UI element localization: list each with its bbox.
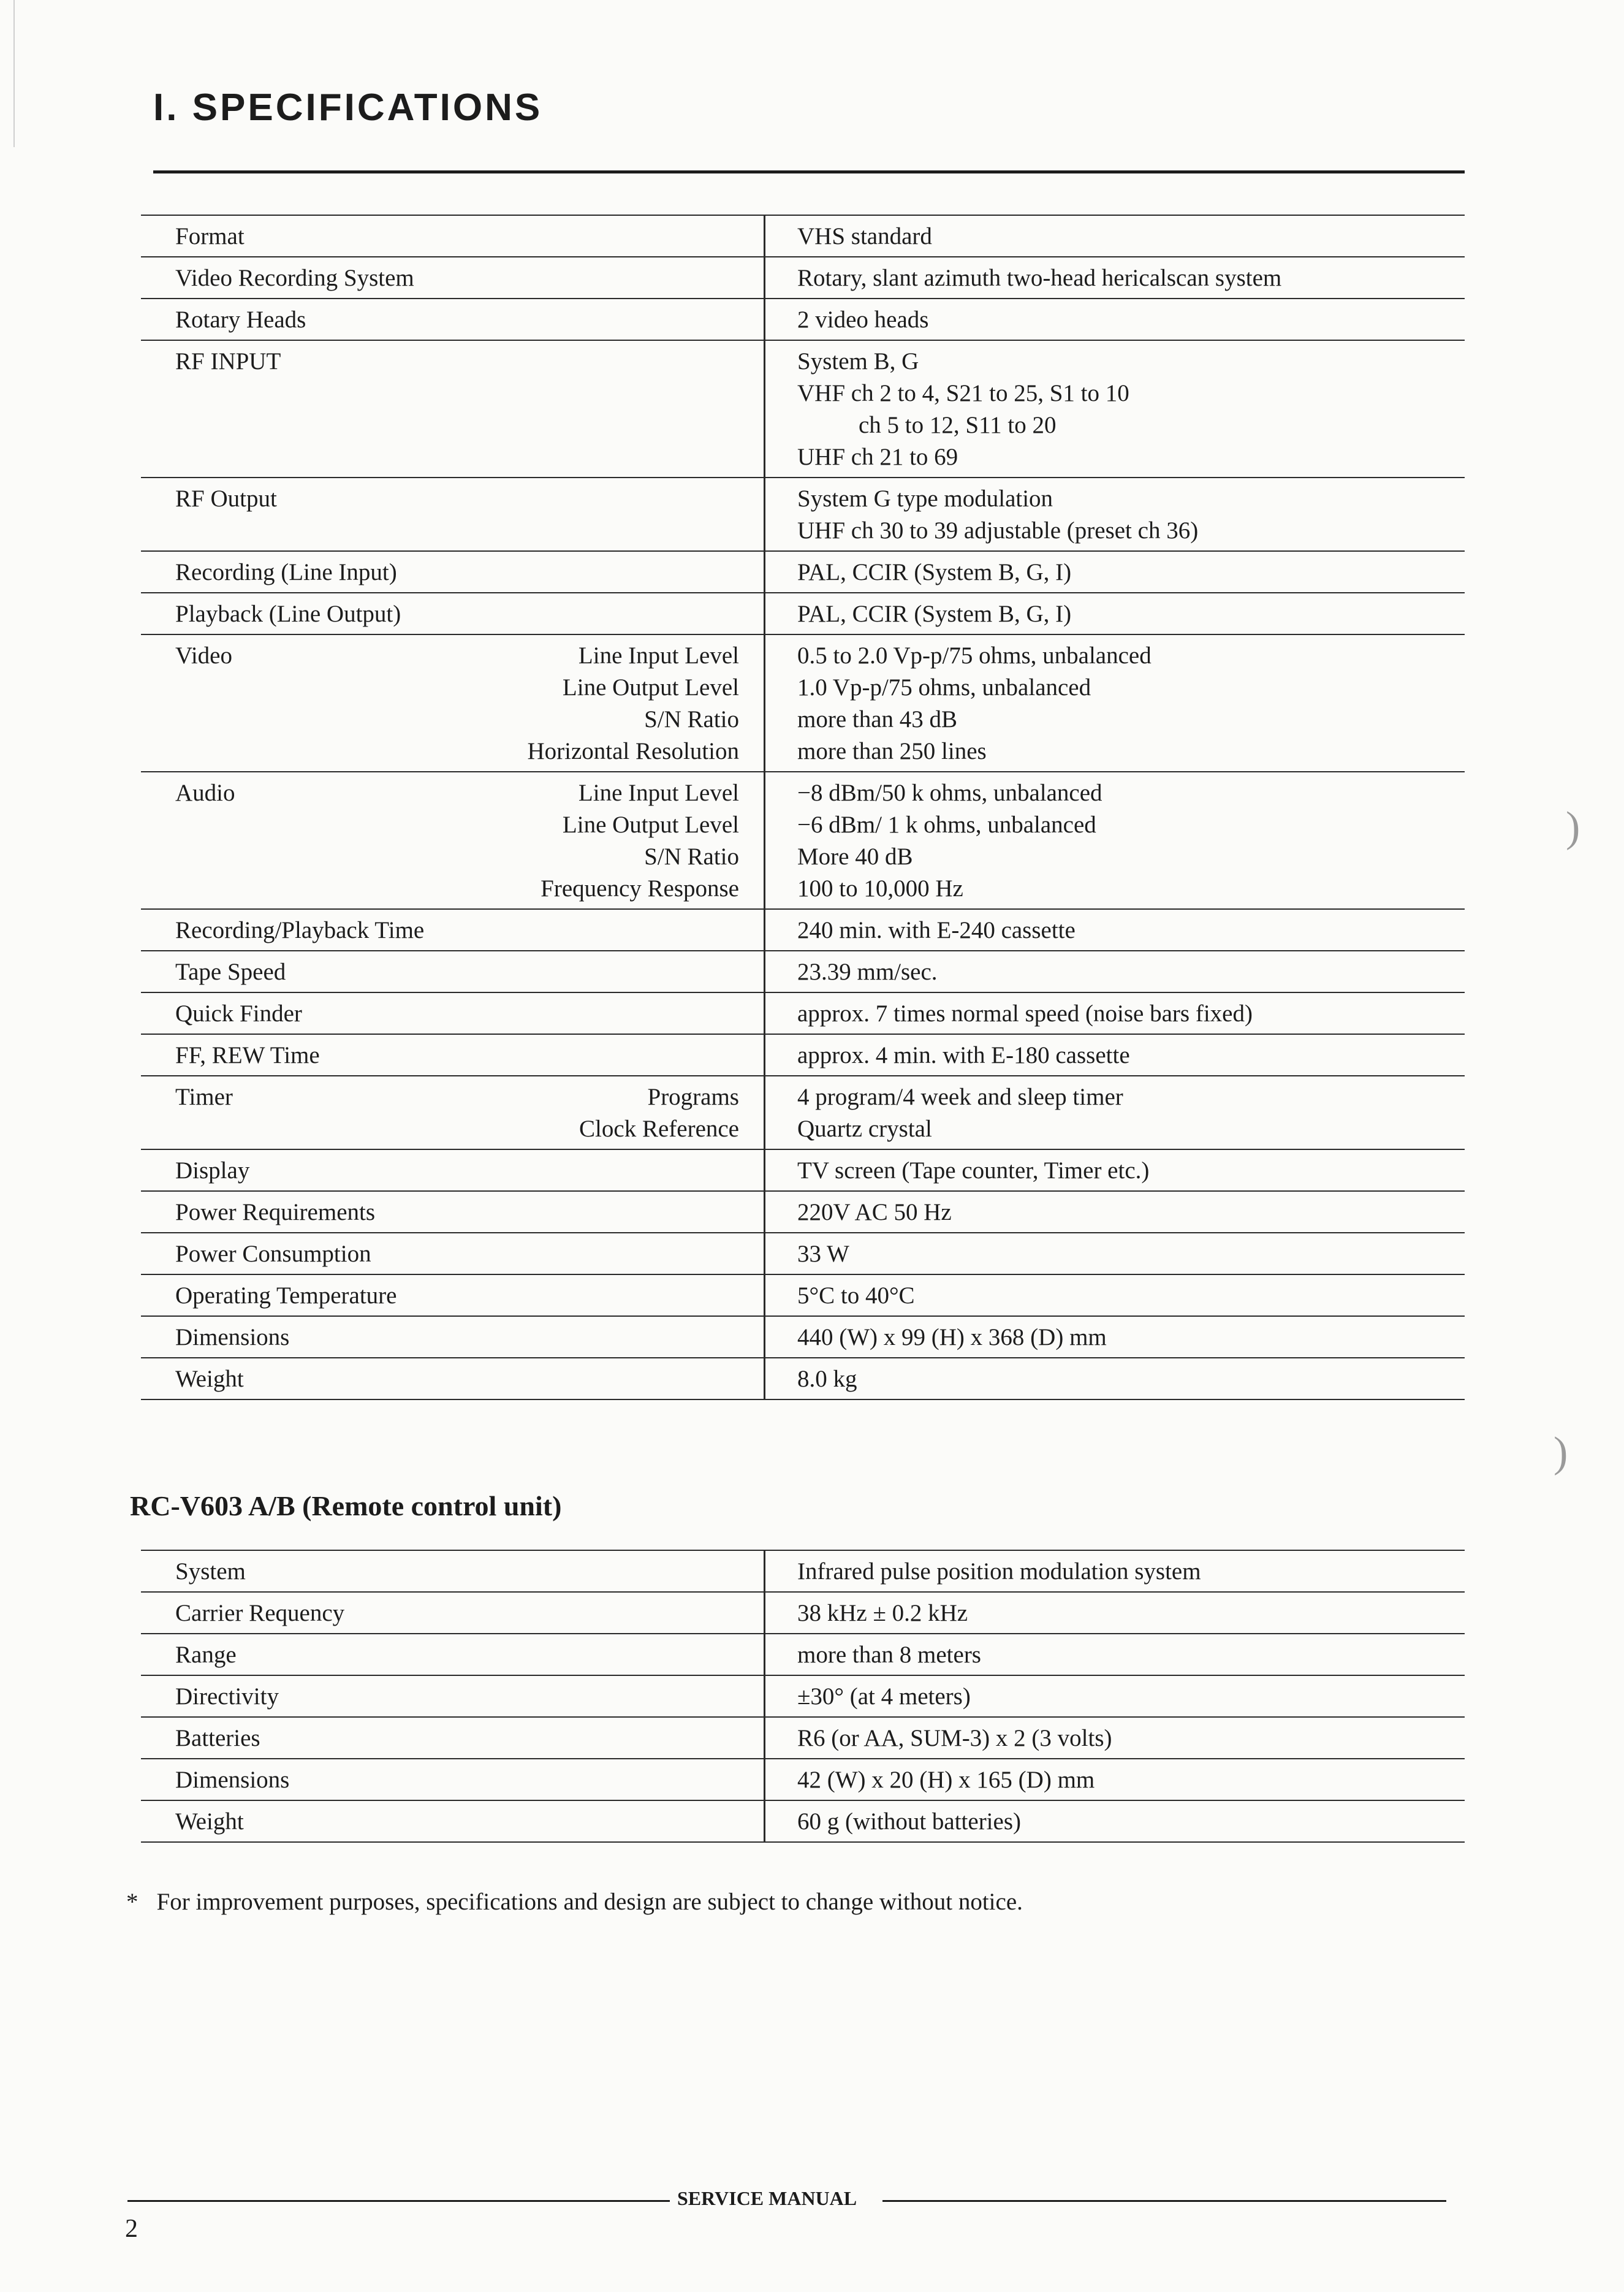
spec-value: 220V AC 50 Hz xyxy=(797,1199,952,1225)
punch-hole-mark: ) xyxy=(1554,1429,1568,1476)
spec-value: VHF ch 2 to 4, S21 to 25, S1 to 10 xyxy=(797,380,1129,406)
spec-label-cell xyxy=(141,340,765,478)
spec-label-cell xyxy=(141,634,765,772)
spec-value: 23.39 mm/sec. xyxy=(797,959,938,985)
spec-label: Dimensions xyxy=(175,1324,290,1350)
spec-value: approx. 7 times normal speed (noise bars fixed) xyxy=(797,1000,1253,1027)
spec-value: 42 (W) x 20 (H) x 165 (D) mm xyxy=(797,1767,1095,1793)
spec-label-cell xyxy=(141,478,765,551)
footer-rule-left xyxy=(127,2200,670,2202)
spec-label-cell xyxy=(141,215,765,257)
spec-row xyxy=(141,1592,1465,1634)
spec-label: Format xyxy=(175,223,245,249)
spec-label: Carrier Requency xyxy=(175,1600,345,1626)
spec-value-cell xyxy=(765,951,1465,992)
spec-row xyxy=(141,1316,1465,1358)
spec-sublabel: Programs xyxy=(647,1084,739,1110)
footnote-text: For improvement purposes, specifications and design are subject to change without notice. xyxy=(156,1889,1023,1915)
spec-value: System B, G xyxy=(797,348,919,375)
spec-label: Dimensions xyxy=(175,1767,290,1793)
spec-label-cell xyxy=(141,1274,765,1316)
spec-label: FF, REW Time xyxy=(175,1042,320,1068)
spec-label: Audio xyxy=(175,780,235,806)
spec-label-cell xyxy=(141,1316,765,1358)
spec-value-cell xyxy=(765,1550,1465,1592)
footnote-star: * xyxy=(126,1889,138,1915)
spec-sublabel: Line Input Level xyxy=(578,642,739,669)
spec-value-cell xyxy=(765,1149,1465,1191)
spec-value: ch 5 to 12, S11 to 20 xyxy=(859,412,1057,438)
spec-value-cell xyxy=(765,551,1465,593)
spec-sublabel: Line Output Level xyxy=(562,812,739,838)
spec-row xyxy=(141,634,1465,772)
spec-value-cell xyxy=(765,215,1465,257)
spec-row xyxy=(141,1191,1465,1233)
spec-label-cell xyxy=(141,593,765,634)
spec-label: Weight xyxy=(175,1366,244,1392)
spec-value-cell xyxy=(765,1076,1465,1149)
spec-value: R6 (or AA, SUM-3) x 2 (3 volts) xyxy=(797,1725,1112,1751)
spec-row xyxy=(141,1274,1465,1316)
spec-value: Infrared pulse position modulation system xyxy=(797,1558,1201,1585)
spec-value: ±30° (at 4 meters) xyxy=(797,1683,971,1710)
spec-value-cell xyxy=(765,1358,1465,1399)
spec-value: 5°C to 40°C xyxy=(797,1282,915,1309)
spec-value: 0.5 to 2.0 Vp-p/75 ohms, unbalanced xyxy=(797,642,1152,669)
spec-value: System G type modulation xyxy=(797,485,1053,512)
spec-row xyxy=(141,299,1465,340)
spec-value: Quartz crystal xyxy=(797,1116,932,1142)
spec-label: Timer xyxy=(175,1084,233,1110)
spec-row xyxy=(141,992,1465,1034)
page-title: I. SPECIFICATIONS xyxy=(153,86,543,129)
spec-row xyxy=(141,1634,1465,1675)
spec-row xyxy=(141,340,1465,478)
spec-value: approx. 4 min. with E-180 cassette xyxy=(797,1042,1130,1068)
remote-section-title: RC-V603 A/B (Remote control unit) xyxy=(130,1490,562,1521)
spec-value-cell xyxy=(765,1034,1465,1076)
spec-value: −8 dBm/50 k ohms, unbalanced xyxy=(797,780,1102,806)
spec-value: 38 kHz ± 0.2 kHz xyxy=(797,1600,968,1626)
spec-value-cell xyxy=(765,1191,1465,1233)
spec-row xyxy=(141,1550,1465,1592)
spec-value: 2 video heads xyxy=(797,306,929,333)
spec-value: 1.0 Vp-p/75 ohms, unbalanced xyxy=(797,674,1091,701)
spec-row xyxy=(141,909,1465,951)
spec-value: 240 min. with E-240 cassette xyxy=(797,917,1076,943)
spec-row xyxy=(141,1034,1465,1076)
spec-label: Batteries xyxy=(175,1725,260,1751)
spec-value-cell xyxy=(765,1759,1465,1800)
spec-sublabel: Horizontal Resolution xyxy=(527,738,739,764)
spec-label: Playback (Line Output) xyxy=(175,601,401,627)
spec-sublabels xyxy=(541,777,739,905)
spec-row xyxy=(141,772,1465,909)
spec-value-cell xyxy=(765,1274,1465,1316)
footer-rule-right xyxy=(882,2200,1446,2202)
spec-value-cell xyxy=(765,299,1465,340)
spec-label-cell xyxy=(141,1759,765,1800)
spec-value: UHF ch 30 to 39 adjustable (preset ch 36) xyxy=(797,517,1199,544)
spec-label-cell xyxy=(141,909,765,951)
spec-label: Video xyxy=(175,642,232,669)
spec-value-cell xyxy=(765,634,1465,772)
spec-label: Video Recording System xyxy=(175,265,414,291)
spec-value-cell xyxy=(765,772,1465,909)
spec-row xyxy=(141,1358,1465,1399)
spec-row xyxy=(141,551,1465,593)
spec-value-cell xyxy=(765,340,1465,478)
remote-spec-table xyxy=(141,1550,1465,1843)
spec-label-cell xyxy=(141,951,765,992)
spec-row xyxy=(141,1149,1465,1191)
spec-value: 60 g (without batteries) xyxy=(797,1808,1021,1835)
spec-label: Recording/Playback Time xyxy=(175,917,425,943)
spec-label-cell xyxy=(141,299,765,340)
spec-sublabels xyxy=(527,640,739,767)
spec-value-cell xyxy=(765,1634,1465,1675)
spec-value: VHS standard xyxy=(797,223,932,249)
spec-label-cell xyxy=(141,1034,765,1076)
spec-label: Operating Temperature xyxy=(175,1282,397,1309)
spec-label: System xyxy=(175,1558,246,1585)
page-number: 2 xyxy=(125,2215,138,2243)
spec-row xyxy=(141,257,1465,299)
spec-label-cell xyxy=(141,1592,765,1634)
spec-value-cell xyxy=(765,992,1465,1034)
spec-value: 4 program/4 week and sleep timer xyxy=(797,1084,1123,1110)
spec-label: Recording (Line Input) xyxy=(175,559,397,585)
spec-value: more than 43 dB xyxy=(797,706,958,733)
footnote xyxy=(126,1888,1023,1916)
spec-label-cell xyxy=(141,1191,765,1233)
spec-value: PAL, CCIR (System B, G, I) xyxy=(797,601,1072,627)
spec-value-cell xyxy=(765,257,1465,299)
spec-value-cell xyxy=(765,1717,1465,1759)
spec-value: 100 to 10,000 Hz xyxy=(797,875,963,902)
spec-label: Directivity xyxy=(175,1683,279,1710)
spec-label-cell xyxy=(141,1634,765,1675)
spec-label: Power Requirements xyxy=(175,1199,376,1225)
spec-value: Rotary, slant azimuth two-head hericalscan system xyxy=(797,265,1282,291)
spec-label: Power Consumption xyxy=(175,1241,371,1267)
spec-value: UHF ch 21 to 69 xyxy=(797,444,958,470)
spec-row xyxy=(141,593,1465,634)
spec-label: Weight xyxy=(175,1808,244,1835)
spec-label: Rotary Heads xyxy=(175,306,306,333)
spec-value: 440 (W) x 99 (H) x 368 (D) mm xyxy=(797,1324,1107,1350)
spec-value: −6 dBm/ 1 k ohms, unbalanced xyxy=(797,812,1096,838)
spec-row xyxy=(141,1759,1465,1800)
spec-value-cell xyxy=(765,1675,1465,1717)
title-rule xyxy=(153,170,1465,173)
spec-label-cell xyxy=(141,772,765,909)
spec-value: more than 8 meters xyxy=(797,1642,981,1668)
spec-label: Range xyxy=(175,1642,237,1668)
spec-label-cell xyxy=(141,1358,765,1399)
spec-row xyxy=(141,478,1465,551)
spec-value: 33 W xyxy=(797,1241,849,1267)
spec-sublabel: S/N Ratio xyxy=(644,706,739,733)
spec-label-cell xyxy=(141,1717,765,1759)
spec-value-cell xyxy=(765,1592,1465,1634)
spec-label-cell xyxy=(141,992,765,1034)
spec-value: 8.0 kg xyxy=(797,1366,857,1392)
spec-sublabel: S/N Ratio xyxy=(644,843,739,870)
spec-label: RF INPUT xyxy=(175,348,281,375)
spec-label: Quick Finder xyxy=(175,1000,302,1027)
spec-value-cell xyxy=(765,478,1465,551)
spec-sublabels xyxy=(579,1081,739,1145)
margin-line xyxy=(13,0,15,147)
spec-label: RF Output xyxy=(175,485,277,512)
vcr-spec-table xyxy=(141,215,1465,1400)
spec-value: More 40 dB xyxy=(797,843,913,870)
spec-row xyxy=(141,215,1465,257)
spec-label-cell xyxy=(141,1800,765,1842)
spec-value-cell xyxy=(765,1233,1465,1274)
spec-value-cell xyxy=(765,593,1465,634)
spec-sublabel: Line Input Level xyxy=(578,780,739,806)
spec-row xyxy=(141,1675,1465,1717)
spec-row xyxy=(141,1717,1465,1759)
spec-sublabel: Frequency Response xyxy=(541,875,739,902)
spec-row xyxy=(141,1800,1465,1842)
spec-label-cell xyxy=(141,1675,765,1717)
spec-row xyxy=(141,1076,1465,1149)
spec-label: Display xyxy=(175,1157,250,1184)
spec-value: TV screen (Tape counter, Timer etc.) xyxy=(797,1157,1150,1184)
spec-label: Tape Speed xyxy=(175,959,286,985)
punch-hole-mark: ) xyxy=(1566,804,1580,851)
spec-value-cell xyxy=(765,1800,1465,1842)
spec-label-cell xyxy=(141,1076,765,1149)
spec-label-cell xyxy=(141,1233,765,1274)
spec-sublabel: Line Output Level xyxy=(562,674,739,701)
spec-label-cell xyxy=(141,257,765,299)
footer-label: SERVICE MANUAL xyxy=(677,2187,857,2209)
spec-row xyxy=(141,951,1465,992)
spec-sublabel: Clock Reference xyxy=(579,1116,739,1142)
spec-value-cell xyxy=(765,909,1465,951)
spec-value-cell xyxy=(765,1316,1465,1358)
spec-row xyxy=(141,1233,1465,1274)
spec-value: PAL, CCIR (System B, G, I) xyxy=(797,559,1072,585)
spec-value: more than 250 lines xyxy=(797,738,987,764)
spec-label-cell xyxy=(141,1149,765,1191)
spec-label-cell xyxy=(141,551,765,593)
spec-label-cell xyxy=(141,1550,765,1592)
